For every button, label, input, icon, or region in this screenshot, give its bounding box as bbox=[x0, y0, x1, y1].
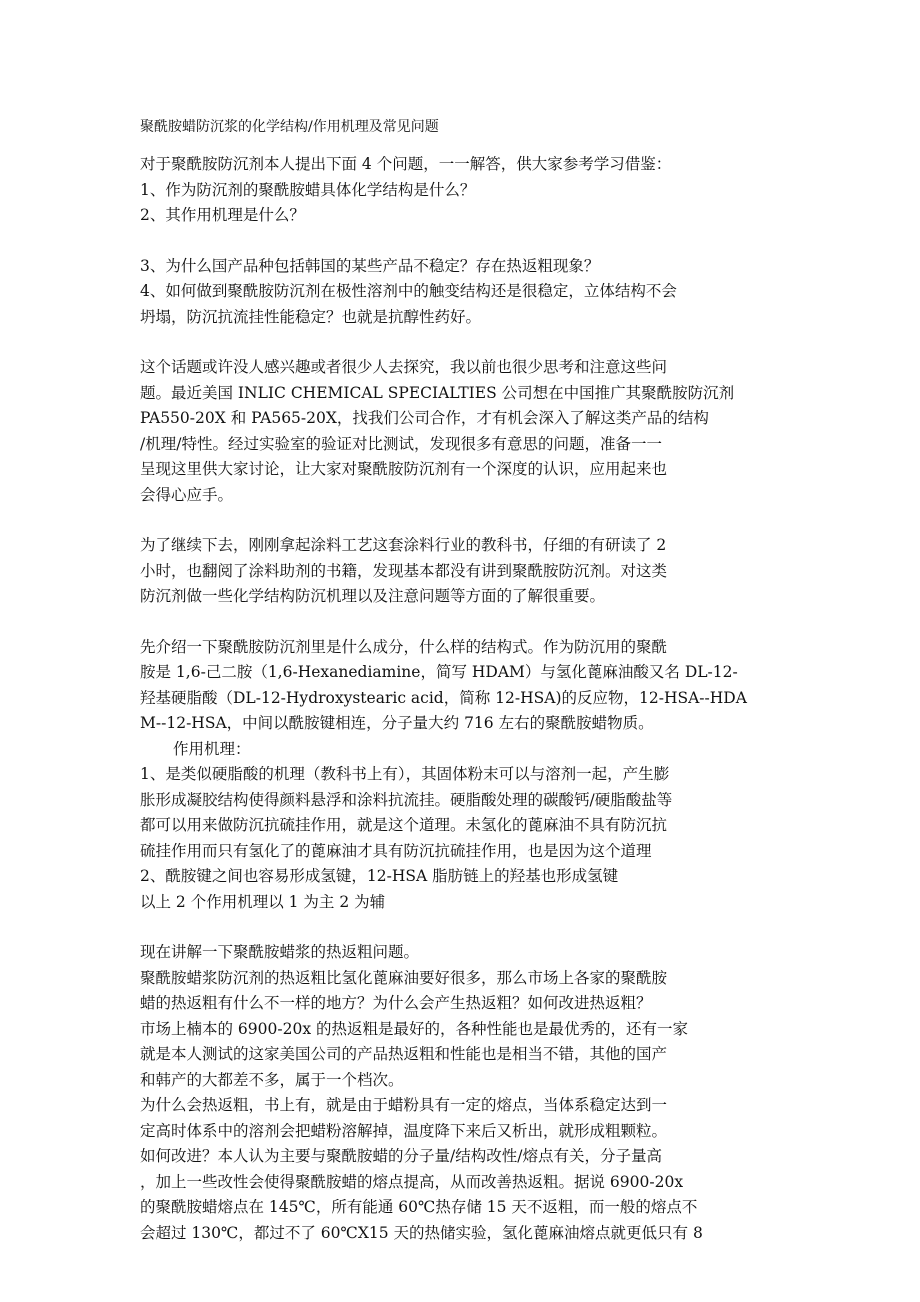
text-line: 先介绍一下聚酰胺防沉剂里是什么成分，什么样的结构式。作为防沉用的聚酰 bbox=[140, 637, 668, 656]
mechanism-heading bbox=[140, 737, 780, 763]
text-line: 防沉剂做一些化学结构防沉机理以及注意问题等方面的了解很重要。 bbox=[140, 587, 606, 605]
text-line: 就是本人测试的这家美国公司的产品热返粗和性能也是相当不错，其他的国产 bbox=[140, 1045, 668, 1063]
text-line: 硫挂作用而只有氢化了的蓖麻油才具有防沉抗硫挂作用，也是因为这个道理 bbox=[140, 841, 652, 860]
mechanism-paragraph bbox=[140, 762, 780, 915]
text-line: 以上 2 个作用机理以 1 为主 2 为辅 bbox=[140, 892, 386, 911]
document-title: 聚酰胺蜡防沉浆的化学结构/作用机理及常见问题 bbox=[140, 119, 439, 135]
text-line: PA550-20X 和 PA565-20X，找我们公司合作，才有机会深入了解这类产品的结构 bbox=[140, 409, 709, 427]
text-line: 胀形成凝胶结构使得颜料悬浮和涂料抗流挂。硬脂酸处理的碳酸钙/硬脂酸盐等 bbox=[140, 790, 673, 809]
thermal-seeding-paragraph bbox=[140, 940, 780, 1246]
questions-paragraph bbox=[140, 254, 780, 331]
text-line: M--12-HSA，中间以酰胺键相连，分子量大约 716 左右的聚酰胺蜡物质。 bbox=[140, 714, 654, 732]
spacer bbox=[140, 610, 780, 635]
text-line: 市场上楠本的 6900-20x 的热返粗是最好的，各种性能也是最优秀的，还有一家 bbox=[140, 1019, 689, 1038]
text-line: 的聚酰胺蜡熔点在 145℃，所有能通 60℃热存储 15 天不返粗，而一般的熔点不 bbox=[140, 1198, 698, 1216]
text-line: 呈现这里供大家讨论，让大家对聚酰胺防沉剂有一个深度的认识，应用起来也 bbox=[140, 460, 668, 478]
text-line: /机理/特性。经过实验室的验证对比测试，发现很多有意思的问题，准备一一 bbox=[140, 434, 662, 453]
text-line: 1、作为防沉剂的聚酰胺蜡具体化学结构是什么？ bbox=[140, 180, 476, 199]
text-line: 1、是类似硬脂酸的机理（教科书上有），其固体粉末可以与溶剂一起，产生膨 bbox=[140, 765, 670, 783]
spacer bbox=[140, 330, 780, 355]
text-line: 如何改进？本人认为主要与聚酰胺蜡的分子量/结构改性/熔点有关，分子量高 bbox=[140, 1147, 662, 1165]
text-line: 现在讲解一下聚酰胺蜡浆的热返粗问题。 bbox=[140, 943, 420, 961]
text-line: 4、如何做到聚酰胺防沉剂在极性溶剂中的触变结构还是很稳定，立体结构不会 bbox=[140, 282, 677, 300]
spacer bbox=[140, 138, 780, 152]
text-line: 和韩产的大都差不多，属于一个档次。 bbox=[140, 1070, 404, 1089]
text-line: 坍塌，防沉抗流挂性能稳定？也就是抗醇性药好。 bbox=[140, 307, 482, 326]
text-line: 对于聚酰胺防沉剂本人提出下面 4 个问题，一一解答，供大家参考学习借鉴： bbox=[140, 155, 672, 173]
text-line: 会得心应手。 bbox=[140, 485, 234, 504]
text-line: 为什么会热返粗，书上有，就是由于蜡粉具有一定的熔点，当体系稳定达到一 bbox=[140, 1096, 668, 1114]
text-line: 2、酰胺键之间也容易形成氢键，12-HSA 脂肪链上的羟基也形成氢键 bbox=[140, 867, 619, 885]
spacer bbox=[140, 915, 780, 940]
intro-paragraph bbox=[140, 152, 780, 229]
study-paragraph bbox=[140, 533, 780, 610]
spacer bbox=[140, 229, 780, 254]
text-line: ，加上一些改性会使得聚酰胺蜡的熔点提高，从而改善热返粗。据说 6900-20x bbox=[140, 1172, 684, 1191]
text-line: 为了继续下去，刚刚拿起涂料工艺这套涂料行业的教科书，仔细的有研读了 2 bbox=[140, 536, 667, 554]
text-line: 蜡的热返粗有什么不一样的地方？为什么会产生热返粗？如何改进热返粗？ bbox=[140, 994, 652, 1012]
mechanism-heading-text: 作用机理： bbox=[173, 739, 251, 758]
text-line: 2、其作用机理是什么？ bbox=[140, 206, 305, 224]
text-line: 都可以用来做防沉抗硫挂作用，就是这个道理。未氢化的蓖麻油不具有防沉抗 bbox=[140, 816, 668, 834]
background-paragraph bbox=[140, 355, 780, 508]
text-line: 小时，也翻阅了涂料助剂的书籍，发现基本都没有讲到聚酰胺防沉剂。对这类 bbox=[140, 561, 668, 580]
text-line: 3、为什么国产品种包括韩国的某些产品不稳定？存在热返粗现象？ bbox=[140, 256, 600, 275]
structure-paragraph bbox=[140, 635, 780, 737]
text-line: 这个话题或许没人感兴趣或者很少人去探究，我以前也很少思考和注意这些问 bbox=[140, 358, 668, 376]
text-line: 聚酰胺蜡浆防沉剂的热返粗比氢化蓖麻油要好很多，那么市场上各家的聚酰胺 bbox=[140, 968, 668, 987]
text-line: 定高时体系中的溶剂会把蜡粉溶解掉，温度降下来后又析出，就形成粗颗粒。 bbox=[140, 1121, 668, 1140]
spacer bbox=[140, 508, 780, 533]
text-line: 会超过 130℃，都过不了 60℃X15 天的热储实验，氢化蓖麻油熔点就更低只有 8 bbox=[140, 1223, 703, 1242]
document-page bbox=[140, 116, 780, 1246]
text-line: 羟基硬脂酸（DL-12-Hydroxystearic acid，简称 12-HSA)的反应物，12-HSA--HDA bbox=[140, 688, 747, 707]
text-line: 胺是 1,6-己二胺（1,6-Hexanediamine，简写 HDAM）与氢化蓖麻油酸又名 DL-12- bbox=[140, 663, 738, 681]
text-line: 题。最近美国 INLIC CHEMICAL SPECIALTIES 公司想在中国推广其聚酰胺防沉剂 bbox=[140, 383, 735, 402]
